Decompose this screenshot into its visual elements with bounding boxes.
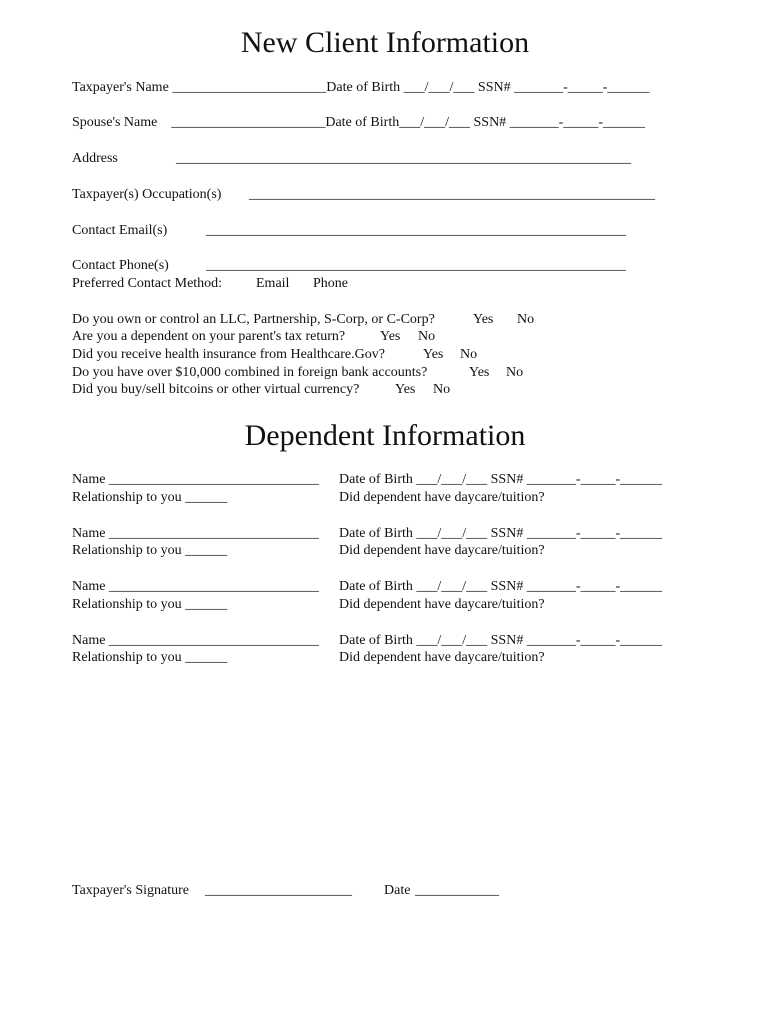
dependent-relationship-field[interactable]: Relationship to you ______ <box>72 650 228 665</box>
phone-field[interactable]: ____________________________________________________________ <box>206 258 626 273</box>
taxpayer-line[interactable]: Taxpayer's Name ______________________Date of Birth ___/___/___ SSN# _______-_____-______ <box>72 80 650 95</box>
occupation-field[interactable]: __________________________________________________________ <box>249 187 655 202</box>
dependent-dob-ssn-field[interactable]: Date of Birth ___/___/___ SSN# _______-_____-______ <box>339 633 663 648</box>
question-no-option[interactable]: No <box>506 365 524 380</box>
signature-field[interactable]: _____________________ <box>205 883 352 898</box>
dependent-name-field[interactable]: Name ______________________________ <box>72 579 319 594</box>
question-no-option[interactable]: No <box>433 382 451 397</box>
preferred-email-option[interactable]: Email <box>256 276 290 291</box>
signature-date-field[interactable]: ____________ <box>415 883 499 898</box>
address-field[interactable]: _________________________________________________________________ <box>176 151 631 166</box>
dependent-relationship-field[interactable]: Relationship to you ______ <box>72 490 228 505</box>
preferred-contact-label: Preferred Contact Method: <box>72 276 223 291</box>
question-no-option[interactable]: No <box>418 329 436 344</box>
dependent-daycare-question: Did dependent have daycare/tuition? <box>339 650 545 665</box>
signature-date-label: Date <box>384 883 411 898</box>
phone-label: Contact Phone(s) <box>72 258 169 273</box>
dependent-name-field[interactable]: Name ______________________________ <box>72 472 319 487</box>
question-no-option[interactable]: No <box>517 312 535 327</box>
question-yes-option[interactable]: Yes <box>395 382 416 397</box>
dependent-name-field[interactable]: Name ______________________________ <box>72 526 319 541</box>
dependent-dob-ssn-field[interactable]: Date of Birth ___/___/___ SSN# _______-_____-______ <box>339 526 663 541</box>
question-yes-option[interactable]: Yes <box>380 329 401 344</box>
address-label: Address <box>72 151 118 166</box>
email-field[interactable]: ____________________________________________________________ <box>206 223 626 238</box>
dependent-name-field[interactable]: Name ______________________________ <box>72 633 319 648</box>
question-yes-option[interactable]: Yes <box>473 312 494 327</box>
dependent-dob-ssn-field[interactable]: Date of Birth ___/___/___ SSN# _______-_____-______ <box>339 579 663 594</box>
occupation-label: Taxpayer(s) Occupation(s) <box>72 187 222 202</box>
question-yes-option[interactable]: Yes <box>469 365 490 380</box>
preferred-phone-option[interactable]: Phone <box>313 276 348 291</box>
question-text: Do you own or control an LLC, Partnership, S-Corp, or C-Corp? <box>72 312 435 327</box>
question-text: Did you receive health insurance from Healthcare.Gov? <box>72 347 385 362</box>
question-text: Are you a dependent on your parent's tax return? <box>72 329 346 344</box>
question-yes-option[interactable]: Yes <box>423 347 444 362</box>
dependent-relationship-field[interactable]: Relationship to you ______ <box>72 543 228 558</box>
question-text: Do you have over $10,000 combined in foreign bank accounts? <box>72 365 428 380</box>
page-title: New Client Information <box>240 26 530 59</box>
email-label: Contact Email(s) <box>72 223 168 238</box>
signature-label: Taxpayer's Signature <box>72 883 190 898</box>
question-text: Did you buy/sell bitcoins or other virtual currency? <box>72 382 360 397</box>
dependent-relationship-field[interactable]: Relationship to you ______ <box>72 597 228 612</box>
spouse-line[interactable]: Spouse's Name ______________________Date of Birth___/___/___ SSN# _______-_____-______ <box>72 115 646 130</box>
dependent-section-title: Dependent Information <box>244 419 526 452</box>
dependent-daycare-question: Did dependent have daycare/tuition? <box>339 543 545 558</box>
dependent-daycare-question: Did dependent have daycare/tuition? <box>339 597 545 612</box>
dependent-daycare-question: Did dependent have daycare/tuition? <box>339 490 545 505</box>
question-no-option[interactable]: No <box>460 347 478 362</box>
dependent-dob-ssn-field[interactable]: Date of Birth ___/___/___ SSN# _______-_____-______ <box>339 472 663 487</box>
